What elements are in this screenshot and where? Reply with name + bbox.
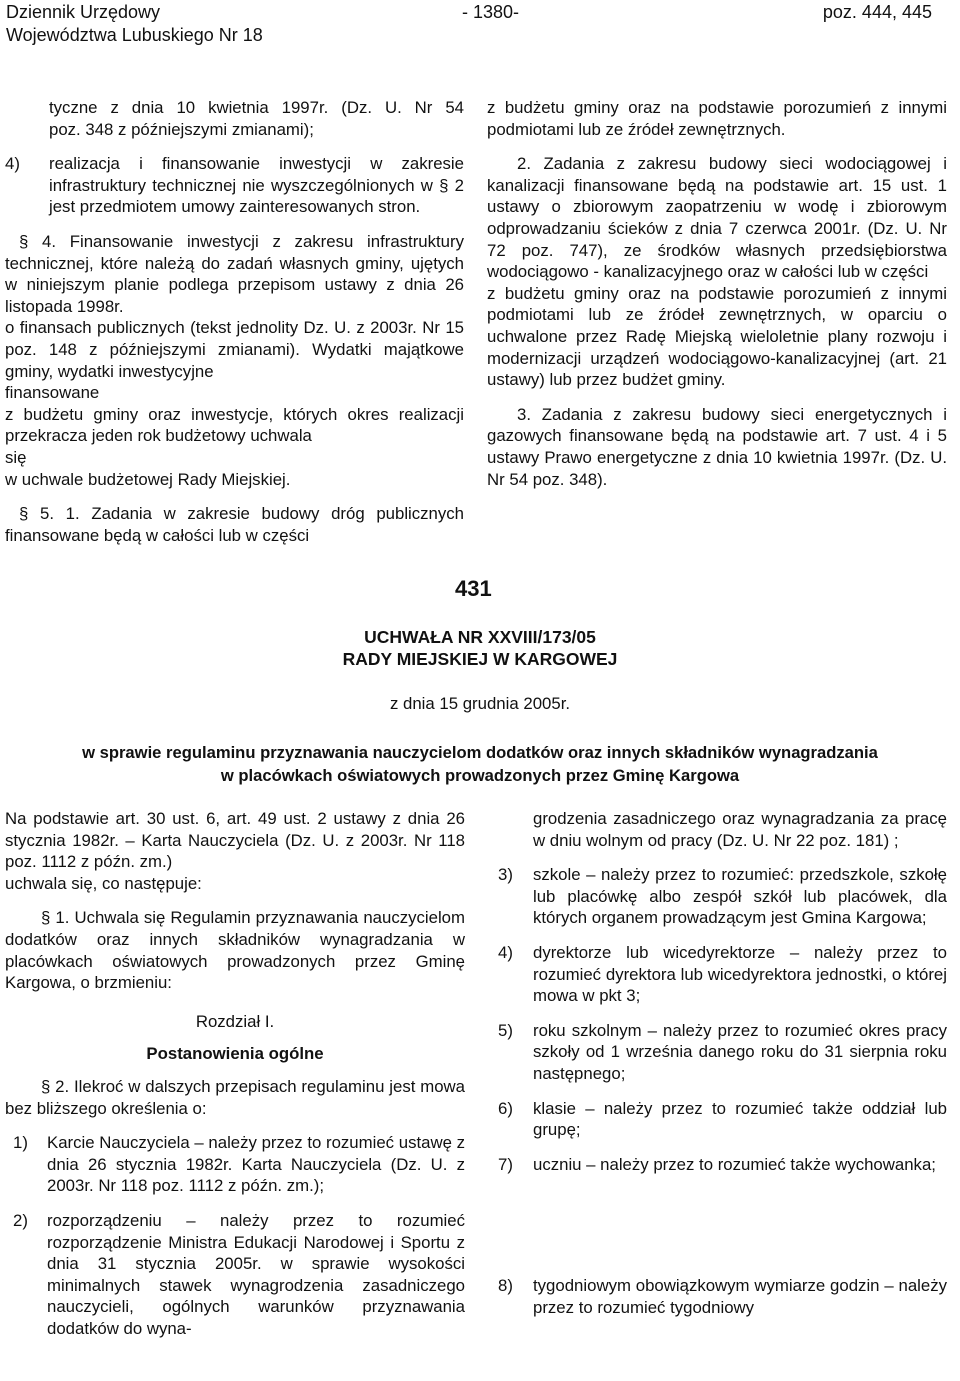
paragraph-4-cont: finansowane: [5, 383, 100, 403]
column-bottom-left: [5, 808, 465, 1339]
list-text: szkole – należy przez to rozumieć: przedszkole, szkołę lub placówkę albo zespół szkół lub placówek, dla których organem prowadzącym jest Gmina Kargowa;: [533, 865, 947, 928]
list-number: 2): [13, 1210, 28, 1230]
text-line: poz. 348 z późniejszymi zmianami);: [49, 119, 314, 139]
paragraph-5: § 5. 1. Zadania w zakresie budowy dróg publicznych finansowane będą w całości lub w części: [5, 504, 464, 545]
column-top-left: [5, 97, 464, 546]
paragraph-4-cont: poz. 148 z późniejszymi zmianami). Wydatki majątkowe gminy, wydatki inwestycyjne: [5, 339, 464, 381]
list-text: roku szkolnym – należy przez to rozumieć okres pracy szkoły od 1 września danego roku do 31 sierpnia roku następnego;: [533, 1020, 947, 1083]
paragraph-2: § 2. Ilekroć w dalszych przepisach regulaminu jest mowa bez bliższego określenia o:: [5, 1076, 465, 1118]
subject-line: w sprawie regulaminu przyznawania nauczycielom dodatków oraz innych składników wynagradzania: [82, 743, 878, 762]
list-item: [498, 1098, 947, 1141]
document-number: 431: [455, 576, 492, 601]
list-text: klasie – należy przez to rozumieć także oddział lub grupę;: [533, 1098, 947, 1140]
paragraph: 3. Zadania z zakresu budowy sieci energetycznych i gazowych finansowane będą na podstawie art. 7 ust. 4 i 5 ustawy Prawo energetyczne z dnia 10 kwietnia 1997r. (Dz. U. Nr 54 poz. 348).: [487, 404, 947, 489]
list-item: [5, 1132, 465, 1197]
legal-basis-end: uchwala się, co następuje:: [5, 873, 202, 893]
paragraph-4-cont: o finansach publicznych (tekst jednolity Dz. U. z 2003r. Nr 15: [5, 318, 464, 338]
paragraph-4: § 4. Finansowanie inwestycji z zakresu infrastruktury technicznej, które należą do zadań własnych gminy, ujętych w niniejszym planie podlega przepisom ustawy z dnia 26 listopada 1998r.: [5, 231, 464, 316]
chapter-number: Rozdział I.: [195, 1011, 275, 1031]
list-number: 5): [498, 1020, 513, 1040]
resolution-number: UCHWAŁA NR XXVIII/173/05: [364, 627, 596, 647]
list-text: rozporządzeniu – należy przez to rozumieć rozporządzenie Ministra Edukacji Narodowej i Sportu z dnia 31 stycznia 2005r. w sprawie wysokości minimalnych stawek wynagrodzenia zasadniczego nauczycieli, ogólnych warunków przyznawania dodatków do wyna-: [47, 1210, 465, 1338]
list-number: 8): [498, 1276, 513, 1296]
paragraph-4-cont: się: [5, 447, 27, 467]
list-item: [498, 1154, 947, 1176]
list-text: uczniu – należy przez to rozumieć także wychowanka;: [533, 1154, 936, 1174]
list-item: [5, 153, 464, 218]
list-text: tygodniowym obowiązkowym wymiarze godzin – należy przez to rozumieć tygodniowy: [533, 1276, 947, 1317]
resolution-subject: [0, 741, 960, 787]
journal-name: Dziennik Urzędowy: [6, 2, 161, 22]
position-numbers: poz. 444, 445: [822, 2, 932, 22]
paragraph: z budżetu gminy oraz na podstawie porozumień z innymi podmiotami lub ze źródeł zewnętrznych, w oparciu o uchwalone przez Radę Miejską wieloletnie plany rozwoju i modernizacji urządzeń wodociągowo-kanalizacyjnej (art. 21 ustawy) lub przez budżet gminy.: [487, 283, 947, 390]
list-item: [498, 942, 947, 1007]
paragraph: 2. Zadania z zakresu budowy sieci wodociągowej i kanalizacji finansowane będą na podstawie art. 15 ust. 1 ustawy o zbiorowym zaopatrzeniu w wodę i zbiorowym odprowadzaniu ścieków z dnia 7 czerwca 2001r. (Dz. U. Nr 72 poz. 747), ze środków własnych przedsiębiorstwa wodociągowo - kanalizacyjnego oraz w całości lub w części: [487, 154, 947, 282]
resolution-title: [0, 626, 960, 670]
paragraph-1: § 1. Uchwala się Regulamin przyznawania nauczycielom dodatków oraz innych składników wynagradzania w placówkach oświatowych prowadzonych przez Gminę Kargowa, o brzmieniu:: [5, 908, 465, 993]
resolution-date: z dnia 15 grudnia 2005r.: [389, 694, 571, 713]
list-text: realizacja i finansowanie inwestycji w zakresie infrastruktury technicznej nie wyszczególnionych w § 2 jest przedmiotem umowy zainteresowanych stron.: [49, 154, 464, 217]
list-item: [498, 1020, 947, 1085]
journal-region: Województwa Lubuskiego Nr 18: [6, 25, 263, 45]
subject-line: w placówkach oświatowych prowadzonych przez Gminę Kargowa: [220, 766, 740, 785]
paragraph: z budżetu gminy oraz na podstawie porozumień z innymi podmiotami lub ze źródeł zewnętrznych.: [487, 98, 947, 139]
resolution-council: RADY MIEJSKIEJ W KARGOWEJ: [342, 649, 618, 669]
list-number: 4): [498, 942, 513, 962]
list-number: 4): [5, 154, 20, 174]
list-number: 6): [498, 1098, 513, 1118]
list-number: 1): [13, 1133, 28, 1153]
list-text-cont: grodzenia zasadniczego oraz wynagradzania za pracę w dniu wolnym od pracy (Dz. U. Nr 22 poz. 181) ;: [533, 809, 947, 850]
column-top-right: [487, 97, 947, 490]
legal-basis: Na podstawie art. 30 ust. 6, art. 49 ust. 2 ustawy z dnia 26 stycznia 1982r. – Karta Nauczyciela (Dz. U. z 2003r. Nr 118 poz. 1112 z późn. zm.): [5, 809, 465, 872]
chapter-title: Postanowienia ogólne: [146, 1044, 324, 1064]
paragraph-4-cont: z budżetu gminy oraz inwestycje, których okres realizacji przekracza jeden rok budżetowy uchwala: [5, 404, 464, 446]
list-text: dyrektorze lub wicedyrektorze – należy przez to rozumieć dyrektora lub wicedyrektora jednostki, o której mowa w pkt 3;: [533, 942, 947, 1006]
list-item: [498, 1275, 947, 1318]
column-bottom-right: [498, 808, 947, 1319]
paragraph-4-cont: w uchwale budżetowej Rady Miejskiej.: [5, 469, 291, 489]
page-number: - 1380-: [462, 2, 520, 22]
list-number: 3): [498, 865, 513, 885]
list-number: 7): [498, 1154, 513, 1174]
list-text: Karcie Nauczyciela – należy przez to rozumieć ustawę z dnia 26 stycznia 1982r. Karta Nauczyciela (Dz. U. z 2003r. Nr 118 poz. 1112 z późn. zm.);: [47, 1133, 465, 1196]
list-item: [5, 1210, 465, 1340]
list-item: [498, 864, 947, 929]
text-line: tyczne z dnia 10 kwietnia 1997r. (Dz. U. Nr 54: [49, 98, 464, 117]
journal-header: [6, 1, 263, 47]
